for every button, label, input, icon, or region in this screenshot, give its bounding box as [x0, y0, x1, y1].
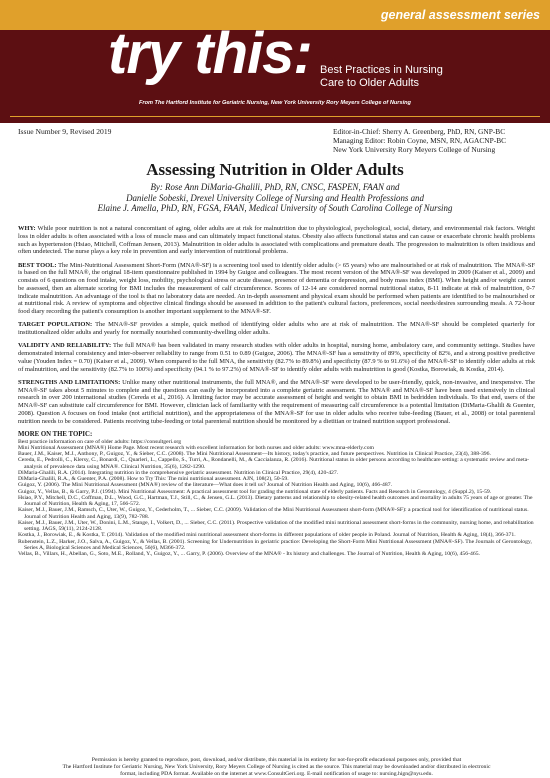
organization-line: From The Hartford Institute for Geriatric Nursing, New York University Rory Meyers College of Nursing [139, 100, 411, 106]
tagline [320, 64, 480, 90]
reference-item: DiMaria-Ghalili, R.A., & Guenter, P.A. (2008). How to Try This: The mini nutritional assessment. AJN, 108(2), 50-59. [18, 476, 289, 482]
tagline-line1: Best Practices in Nursing [320, 64, 443, 76]
reference-list [18, 445, 535, 558]
reference-item: Kaiser, M.J., Bauer, J.M., Uter, W., Donini, L.M., Stange, I., Volkert, D., ... Sieber, C.C. (2011). Prospective validation of the modified mini nutritional assessment short-forms in the community, nursing home, and rehabilitation setting. JAGS, 59(11), 2124-2128. [18, 519, 534, 532]
section-label: BEST TOOL: [18, 261, 57, 269]
section-text: The MNA®-SF provides a simple, quick method of identifying older adults who are at risk of malnutrition. The MNA®-SF should be completed quarterly for institutionalized older adults and yearly for normally nourished community-dwelling older adults. [18, 321, 535, 336]
more-intro: Best practice information on care of older adults: https://consultgeri.org [18, 438, 182, 445]
footer-line: format, including PDA format. Available on the internet at www.ConsultGeri.org. E-mail notification of usage to: nursing.hign@nyu.edu. [120, 771, 433, 777]
more-on-topic [18, 439, 535, 558]
reference-item: Bauer, J.M., Kaiser, M.J., Anthony, P., Guigoz, Y., & Sieber, C.C. (2008). The Mini Nutritional Assessment—Its history, today's practice, and future perspectives. Nutrition in Clinical Practice, 23(4), 388-396. [18, 451, 491, 457]
editor-block [333, 127, 506, 155]
footer-line: The Hartford Institute for Geriatric Nursing, New York University, Rory Meyers College of Nursing is cited as the source. This material may be downloaded and/or distributed in electronic [62, 764, 491, 770]
reference-item: DiMaria-Ghalili, R.A. (2014). Integrating nutrition in the comprehensive geriatric assessment. Nutrition in Clinical Practice, 29(4), 420-427. [18, 469, 339, 476]
reference-item: Hsiao, P.Y., Mitchell, D.C., Coffman, D.L., Wood, G.C., Hartman, T.J., Still, C., & Jensen, G.L. (2013). Dietary patterns and relationship to obesity-related health outcomes and mortality in adults 75 years of age or greater. The Journal of Nutrition, Health & Aging, 17, 566-572. [18, 494, 533, 507]
page-title: Assessing Nutrition in Older Adults [146, 160, 404, 179]
tagline-line2: Care to Older Adults [320, 77, 420, 89]
header-banner [0, 0, 550, 123]
section-text: The full MNA® has been validated in many research studies with older adults in hospital, nursing home, ambulatory care, and community settings. Studies have demonstrated internal consistency and inter-observer reliability to range from 0.51 to 0.89 (Guigoz, 2006). The MNA®-SF has a sensitivity of 89%, specificity of 82%, and a strong positive predictive value (Youden Index = 0.70) (Kaiser et al., 2009). When compared to the full MNA, the sensitivity (82.7% to 89.8%) and specificity (87.9 % to 91.6%) of the MNA®-SF to identify older adults at risk of malnutrition, and the sensitivity (82.7% to 100%) and specificity (94.1 % to 97.2%) of MNA®-SF to identify older adults with malnutrition is good (Kostka, Borowiak, & Kostka, 2014). [18, 342, 535, 373]
why-section [18, 225, 535, 256]
reference-item: Mini Nutritional Assessment (MNA®) Home Page. Most recent research with excellent information for both nurses and older adults: www.mna-elderly.com [18, 444, 374, 451]
article-body [18, 225, 535, 557]
editor-in-chief: Editor-in-Chief: Sherry A. Greenberg, PhD, RN, GNP-BC [333, 127, 506, 136]
section-text: While poor nutrition is not a natural concomitant of aging, older adults are at risk for malnutrition due to physiological, psychological, social, dietary, and environmental risk factors. Weight loss in older adults is often associated with a loss of muscle mass and can ultimately impact functional status. Obesity also affects functional status and can cause or exacerbate chronic health problems such as hypertension (Hsiao, Mitchell, Coffman Jensen, 2013). Malnutrition in older adults is associated with complications and premature death. The progression to malnutrition is often insidious and often undetected. The nurse plays a key role in prevention and early intervention of nutritional problems. [18, 225, 535, 256]
validity-section [18, 342, 535, 373]
best-tool-section [18, 262, 535, 316]
managing-editor: Managing Editor: Robin Coyne, MSN, RN, AGACNP-BC [333, 136, 507, 146]
divider [10, 116, 540, 117]
reference-item: Kaiser, M.J., Bauer, J.M., Ramsch, C., Uter, W., Guigoz, Y., Cederholm, T., ... Sieber, C.C. (2009). Validation of the Mini Nutritional Assessment short-form (MNA®-SF): a practical tool for identification of nutritional status. Journal of Nutrition Health and Aging, 13(9), 782-788. [18, 507, 529, 520]
target-population-section [18, 321, 535, 337]
reference-item: Rubenstein, L.Z., Harker, J.O., Salva, A., Guigoz, Y., & Vellas, B. (2001). Screening for Undernutrition in geriatric practice: Developing the Short-Form Mini Nutritional Assessment (MNA®-SF). The Journals of Gerontology, Series A, Biological Sciences and Medical Sciences, 56(6), M366-372. [18, 538, 532, 551]
reference-item: Cereda, E., Pedrolli, C., Klersy, C., Bonardi, C., Quarleri, L., Cappello, S., Turri, A., Rondanelli, M., & Caccialanza, R. (2016). Nutritional status in older persons according to healthcare setting: a systematic review and meta-analysis of prevalence data using MNA®. Clinical Nutrition, 35(6), 1282-1290. [18, 457, 530, 470]
series-label: general assessment series [380, 8, 540, 22]
reference-item: Vellas, B., Villars, H., Abellan, G., Soto, M.E., Rolland, Y., Guigoz, Y., ... Garry, P. (2006). Overview of the MNA® - Its history and challenges. The Journal of Nutrition, Health & Aging, 10(6), 456-465. [18, 551, 480, 557]
try-this-logo: try this: [108, 21, 312, 86]
reference-item: Guigoz, Y., Vellas, B., & Garry, P.J. (1994). Mini Nutritional Assessment: A practical assessment tool for grading the nutritional state of elderly patients. Facts and Research in Gerontology, 4 (Suppl.2), 15-59. [18, 488, 492, 495]
section-label: WHY: [18, 225, 36, 232]
more-on-topic-heading: MORE ON THE TOPIC: [18, 430, 93, 438]
permission-footer [18, 757, 535, 778]
author-line: Elaine J. Amella, PhD, RN, FGSA, FAAN, Medical University of South Carolina College of Nursing [97, 203, 453, 214]
section-label: VALIDITY AND RELIABILITY: [18, 342, 112, 350]
reference-item: Kostka, J., Borowiak, E., & Kostka, T. (2014). Validation of the modified mini nutritional assessment short-forms in different populations of older people in Poland. Journal of Nutrition, Health & Aging, 18(4), 366-371. [18, 532, 516, 539]
author-block [40, 182, 510, 214]
section-label: TARGET POPULATION: [18, 321, 93, 329]
section-label: STRENGTHS AND LIMITATIONS: [18, 378, 121, 386]
footer-line: Permission is hereby granted to reproduce, post, download, and/or distribute, this material in its entirety for not-for-profit educational purposes only, provided that [91, 757, 462, 763]
author-line: Danielle Sobeski, Drexel University College of Nursing and Health Professions and [126, 192, 424, 203]
editor-affiliation: New York University Rory Meyers College of Nursing [333, 145, 496, 155]
strengths-section [18, 379, 535, 426]
author-line: By: Rose Ann DiMaria-Ghalili, PhD, RN, CNSC, FASPEN, FAAN and [150, 182, 400, 192]
reference-item: Guigoz, Y. (2006). The Mini Nutritional Assessment (MNA®) review of the literature—What does it tell us? Journal of Nutrition Health and Aging, 10(6), 466-487. [18, 482, 392, 489]
section-text: Unlike many other nutritional instruments, the full MNA®, and the MNA®-SF were developed to be user-friendly, quick, non-invasive, and inexpensive. The MNA®-SF takes about 5 minutes to complete and the questions can easily be incorporated into a complete geriatric assessment. The MNA® and MNA®-SF have been used extensively in clinical research in over 200 international studies (Cereda et al., 2016). A limiting factor may be accurate assessment of height and weight to obtain BMI in bedridden individuals. To that end, users of the MNA®-SF can substitute calf circumference for BMI. However, clinician lack of familiarity with the requirement of measuring calf circumference is a potential limitation (DiMaria-Ghalili & Guenter, 2008). Question A focuses on food intake (not artificial nutrition), and the appropriateness of the MNA®-SF for use in older adults who receive tube-feeding (Bauer, et al., 2008) or total parenteral nutrition needs to be considered. Patients receiving tube-feeding or total parenteral nutrition should be monitored by a dietitian or trained nutrition support professional. [18, 378, 535, 425]
section-text: The Mini-Nutritional Assessment Short-Form (MNA®-SF) is a screening tool used to identify older adults (> 65 years) who are malnourished or at risk of malnutrition. The MNA®-SF is based on the full MNA®, the original 18-item questionnaire published in 1994 by Guigoz and colleagues. The most recent version of the MNA®-SF was developed in 2009 (Kaiser et al., 2009) and consists of 6 questions on food intake, weight loss, mobility, psychological stress or acute disease, presence of dementia or depression, and body mass index (BMI). When height and/or weight cannot be assessed, then an alternate scoring for BMI includes the measurement of calf circumference. Scores of 12-14 are considered normal nutritional status, 8-11 indicate at risk of malnutrition, 0-7 indicate malnutrition. An advantage of the tool is that no laboratory data are needed. An in-depth assessment and physical exam should be performed when patients are identified to be malnourished or at nutritional risk. A review of symptoms and objective clinical findings should be assessed in addition to the patient's cultural factors, preferences, social needs/desires surrounding meals. A 72-hour food diary recording the patient's consumption is another important supplement to the MNA®-SF. [18, 261, 535, 315]
issue-number: Issue Number 9, Revised 2019 [18, 127, 112, 136]
